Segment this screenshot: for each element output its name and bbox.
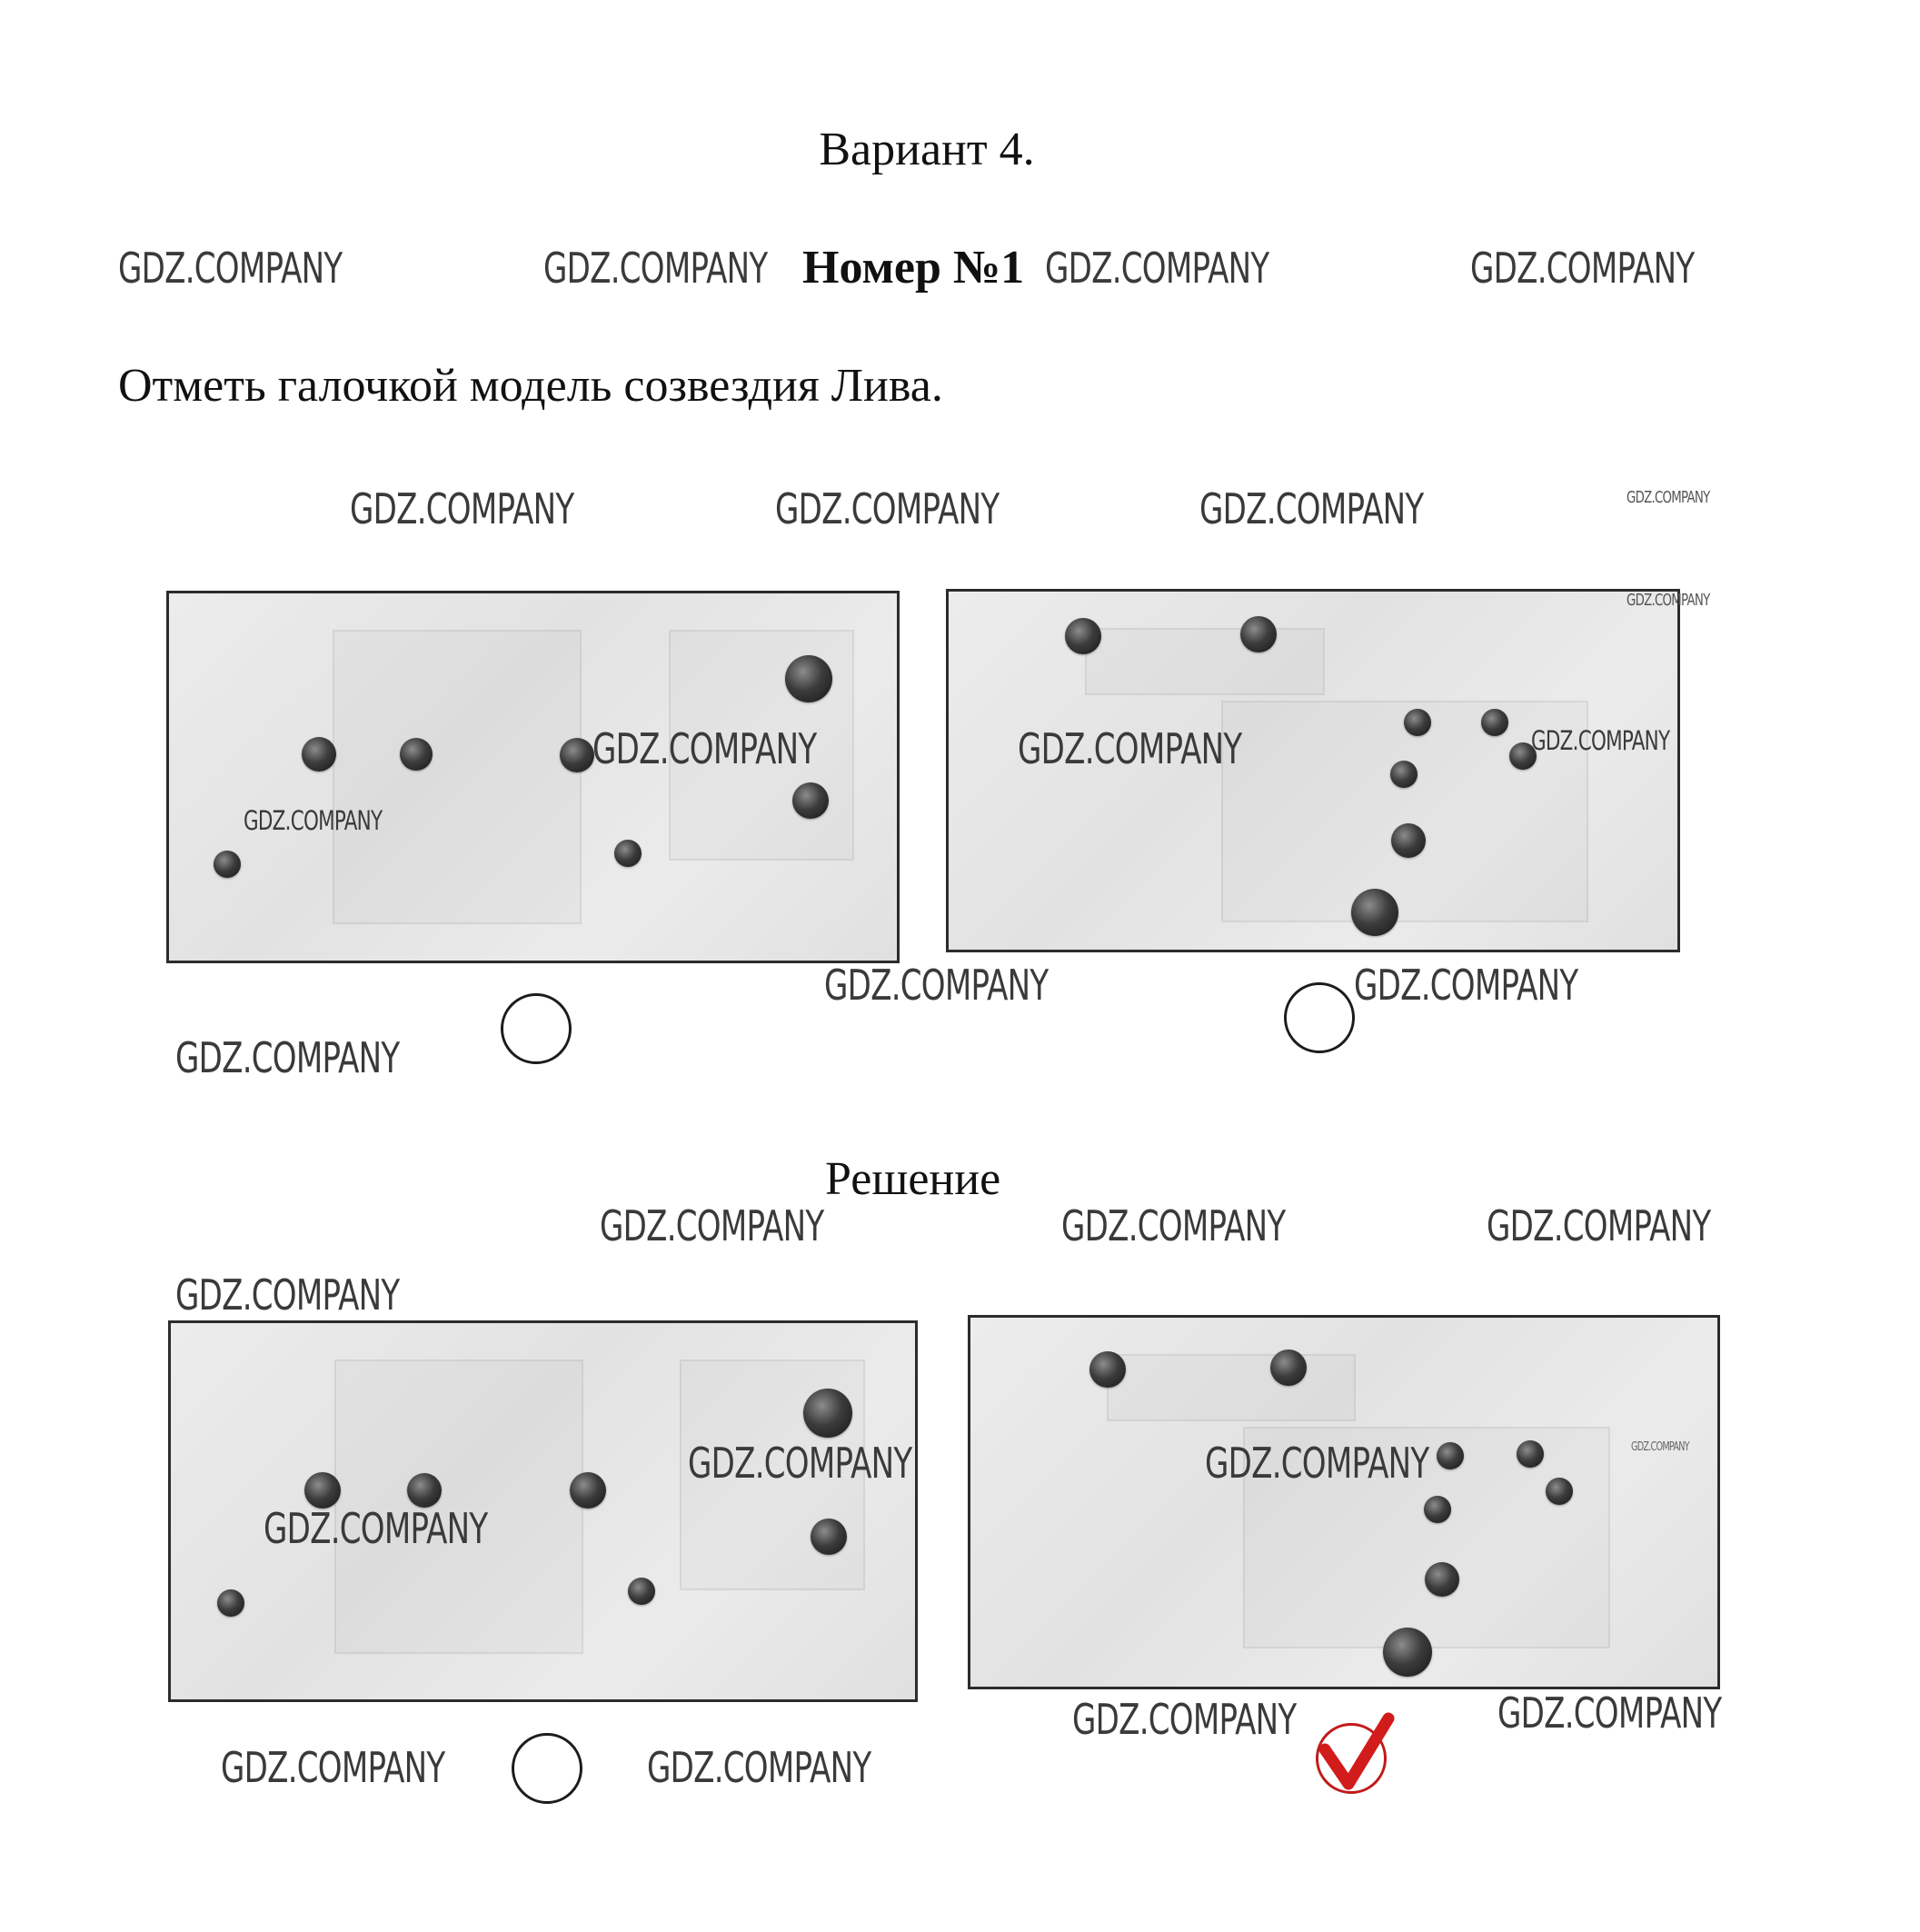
- watermark: GDZ.COMPANY: [592, 724, 817, 773]
- answer-circle-question-a[interactable]: [501, 993, 572, 1064]
- watermark: GDZ.COMPANY: [824, 961, 1049, 1010]
- star: [1351, 889, 1398, 936]
- star: [803, 1389, 852, 1438]
- star: [302, 737, 336, 772]
- watermark: GDZ.COMPANY: [1627, 488, 1710, 507]
- watermark: GDZ.COMPANY: [1199, 484, 1424, 533]
- watermark: GDZ.COMPANY: [221, 1743, 445, 1792]
- constellation-card-solution-b: [968, 1315, 1720, 1689]
- watermark: GDZ.COMPANY: [1470, 244, 1695, 293]
- watermark: GDZ.COMPANY: [175, 1270, 400, 1320]
- star: [304, 1472, 341, 1509]
- star: [1383, 1628, 1432, 1677]
- watermark: GDZ.COMPANY: [1354, 961, 1578, 1010]
- watermark: GDZ.COMPANY: [1631, 1440, 1689, 1454]
- star: [1481, 709, 1508, 736]
- red-check-icon: [1318, 1713, 1399, 1795]
- star: [560, 738, 594, 772]
- watermark: GDZ.COMPANY: [1072, 1695, 1297, 1744]
- watermark: GDZ.COMPANY: [1061, 1201, 1286, 1250]
- watermark: GDZ.COMPANY: [1627, 591, 1710, 610]
- star: [628, 1578, 655, 1605]
- star: [1391, 823, 1426, 858]
- star: [1425, 1562, 1459, 1597]
- star: [785, 655, 832, 702]
- task-text: Отметь галочкой модель созвездия Лива.: [118, 360, 943, 412]
- star: [1517, 1440, 1544, 1468]
- answer-circle-question-b[interactable]: [1284, 982, 1355, 1053]
- watermark: GDZ.COMPANY: [543, 244, 768, 293]
- star: [1546, 1478, 1573, 1505]
- star: [614, 840, 642, 867]
- number-title: Номер №1: [802, 242, 1025, 294]
- watermark: GDZ.COMPANY: [1531, 725, 1670, 756]
- watermark: GDZ.COMPANY: [244, 805, 383, 836]
- star: [1404, 709, 1431, 736]
- watermark: GDZ.COMPANY: [1487, 1201, 1711, 1250]
- star: [1390, 761, 1418, 788]
- watermark: GDZ.COMPANY: [175, 1033, 400, 1082]
- star: [407, 1473, 442, 1508]
- star: [1089, 1351, 1126, 1388]
- watermark: GDZ.COMPANY: [688, 1439, 912, 1488]
- watermark: GDZ.COMPANY: [118, 244, 343, 293]
- star: [214, 851, 241, 878]
- star: [570, 1472, 606, 1509]
- star: [400, 738, 433, 771]
- star: [792, 782, 829, 819]
- watermark: GDZ.COMPANY: [1497, 1688, 1722, 1738]
- star: [811, 1519, 847, 1555]
- watermark: GDZ.COMPANY: [350, 484, 574, 533]
- watermark: GDZ.COMPANY: [264, 1504, 488, 1553]
- star: [1437, 1442, 1464, 1469]
- star: [1065, 618, 1101, 654]
- constellation-card-question-a: [166, 591, 900, 963]
- watermark: GDZ.COMPANY: [1205, 1439, 1429, 1488]
- watermark: GDZ.COMPANY: [775, 484, 1000, 533]
- variant-title: Вариант 4.: [819, 124, 1035, 175]
- watermark: GDZ.COMPANY: [600, 1201, 824, 1250]
- watermark: GDZ.COMPANY: [1045, 244, 1269, 293]
- star: [1240, 616, 1277, 652]
- star: [217, 1589, 244, 1617]
- star: [1424, 1496, 1451, 1523]
- watermark: GDZ.COMPANY: [647, 1743, 871, 1792]
- watermark: GDZ.COMPANY: [1018, 724, 1242, 773]
- star: [1270, 1349, 1307, 1386]
- answer-circle-solution-a[interactable]: [512, 1733, 582, 1804]
- solution-title: Решение: [825, 1153, 1001, 1205]
